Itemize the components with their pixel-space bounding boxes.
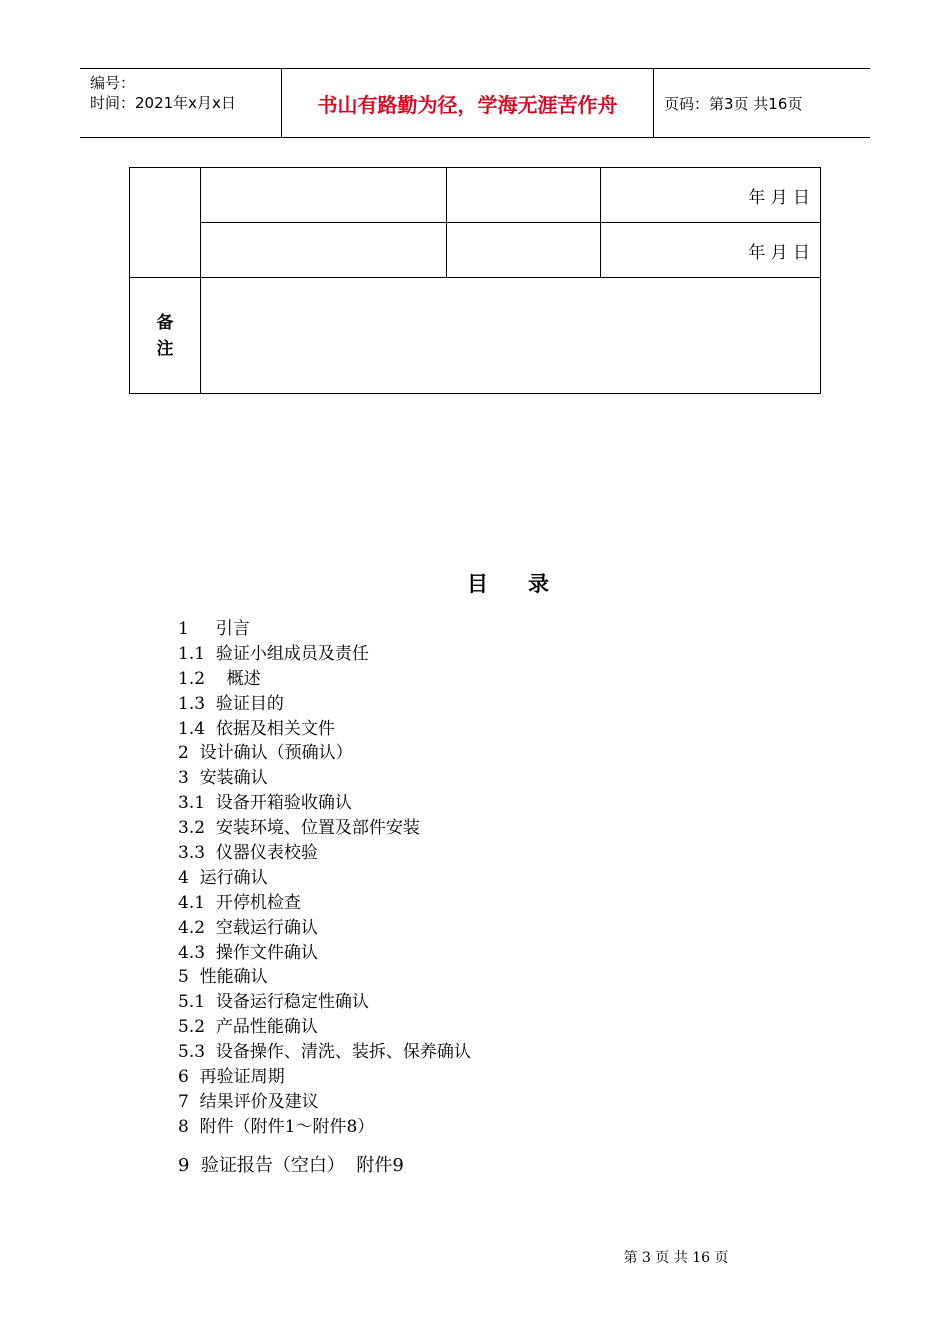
- toc-item: 4.3 操作文件确认: [178, 942, 318, 963]
- toc-item: 4.2 空载运行确认: [178, 917, 318, 938]
- toc-item: 8 附件（附件1～附件8）: [178, 1116, 375, 1137]
- toc-item: 3.3 仪器仪表校验: [178, 843, 318, 864]
- toc-item: 4.1 开停机检查: [178, 892, 301, 913]
- toc-item: 5 性能确认: [178, 967, 268, 988]
- toc-item: 3 安装确认: [178, 768, 268, 789]
- toc-item: 7 结果评价及建议: [178, 1091, 319, 1112]
- page-footer: 第 3 页 共 16 页: [623, 1250, 729, 1266]
- document-number: 编号：: [90, 74, 136, 92]
- toc-title-char: 目: [467, 572, 488, 596]
- signature-cell: [201, 223, 447, 278]
- signature-cell: [447, 168, 601, 223]
- toc-item: 5.1 设备运行稳定性确认: [178, 992, 369, 1013]
- header-page-info: 页码：第3页 共16页: [664, 94, 803, 113]
- toc-item: 5.3 设备操作、清洗、装拆、保养确认: [178, 1042, 471, 1063]
- toc-item: 3.2 安装环境、位置及部件安装: [178, 818, 420, 839]
- remark-label: [130, 278, 201, 394]
- remark-char: 备: [156, 312, 174, 333]
- document-time: 时间：2021年x月x日: [90, 94, 236, 112]
- signature-cell: [201, 168, 447, 223]
- toc-item: 5.2 产品性能确认: [178, 1017, 318, 1038]
- toc-item: 9 验证报告（空白） 附件9: [178, 1154, 404, 1176]
- toc-item: 1 引言: [178, 619, 250, 639]
- header-motto: 书山有路勤为径，学海无涯苦作舟: [281, 69, 654, 137]
- remark-content: [201, 278, 821, 394]
- signature-table: [129, 167, 821, 394]
- remark-char: 注: [156, 338, 174, 359]
- toc-item: 6 再验证周期: [178, 1067, 285, 1088]
- table-of-contents: [178, 617, 471, 1179]
- toc-item: 3.1 设备开箱验收确认: [178, 793, 352, 814]
- toc-title-char: 录: [528, 572, 549, 596]
- page-header: [80, 68, 870, 138]
- date-cell: 年 月 日: [601, 168, 821, 223]
- toc-item: 2 设计确认（预确认）: [178, 743, 353, 764]
- toc-item: 1.2 概述: [178, 668, 261, 689]
- date-cell: 年 月 日: [601, 223, 821, 278]
- toc-item: 1.3 验证目的: [178, 693, 284, 714]
- toc-item: 1.4 依据及相关文件: [178, 718, 335, 739]
- toc-item: 4 运行确认: [178, 867, 268, 888]
- signature-cell: [447, 223, 601, 278]
- signature-label-cell: [130, 168, 201, 278]
- toc-title: [0, 568, 950, 598]
- header-meta: [80, 69, 281, 137]
- toc-item: 1.1 验证小组成员及责任: [178, 643, 369, 664]
